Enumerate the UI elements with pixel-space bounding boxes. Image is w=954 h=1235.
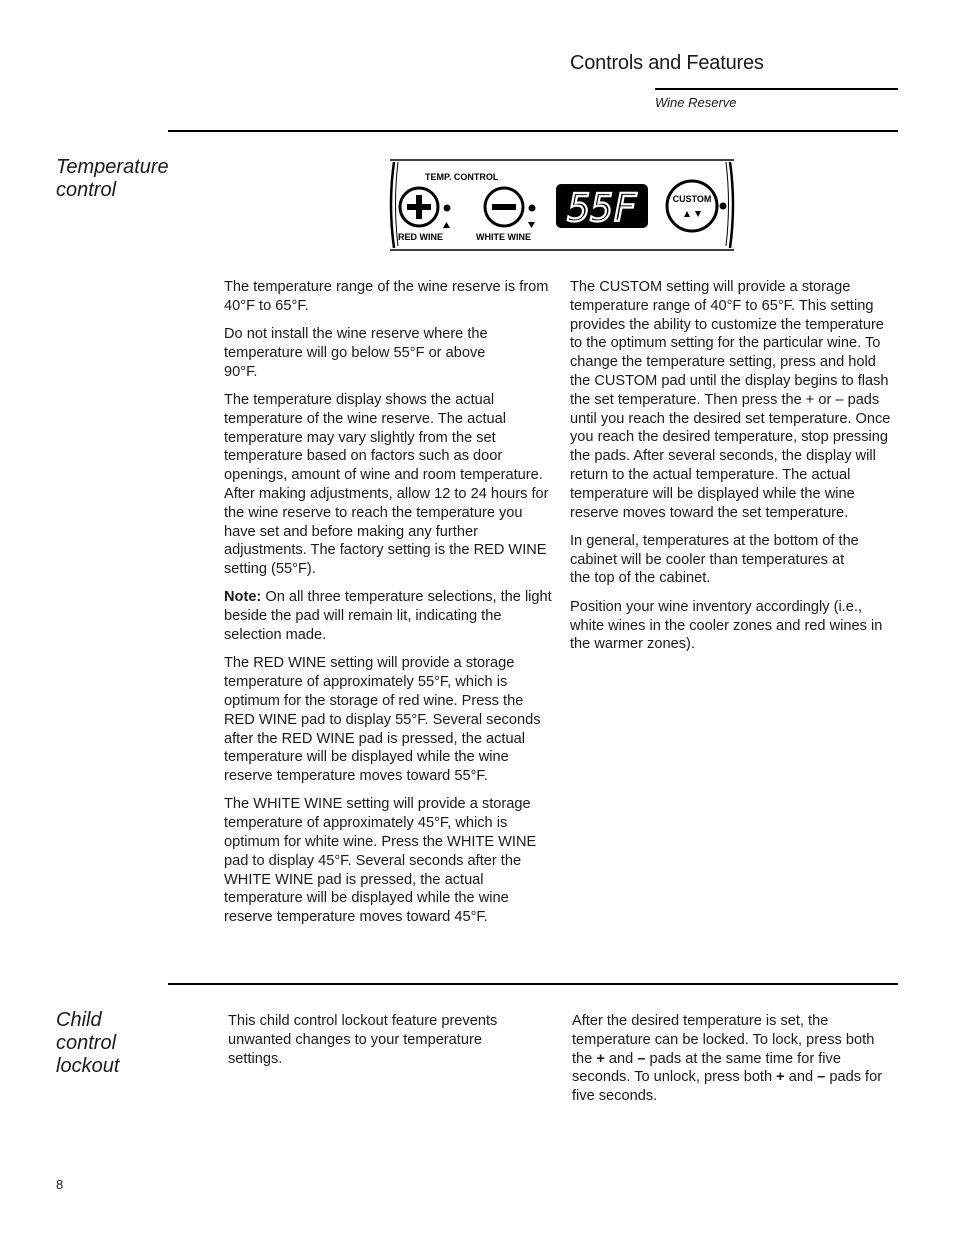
down-arrow-icon	[528, 222, 535, 228]
red-wine-indicator-light	[444, 205, 451, 212]
plus-symbol: +	[776, 1069, 785, 1086]
note-label: Note:	[224, 589, 262, 606]
paragraph: The temperature range of the wine reserve is from 40°F to 65°F.	[224, 279, 549, 314]
paragraph	[572, 1012, 888, 1106]
paragraph: The temperature display shows the actual temperature of the wine reserve. The actual temperature may vary slightly from the set temperature based on factors such as door openings, amount of wine and room temperature. After making adjustments, allow 12 to 24 hours for the wine reserve to reach the temperature you have set and before making any further adjustments. The factory setting is the RED WINE setting (55°F).	[224, 391, 549, 578]
child-lockout-section-title	[56, 1009, 119, 1078]
minus-symbol: –	[817, 1069, 826, 1086]
paragraph: In general, temperatures at the bottom of the cabinet will be cooler than temperatures at the top of the cabinet.	[570, 532, 859, 587]
red-wine-label: RED WINE	[398, 232, 443, 242]
header-rule	[655, 88, 898, 90]
header-subtitle: Wine Reserve	[655, 95, 737, 110]
text-span: After the desired temperature is set, the temperature can be locked. To lock, press both the	[572, 1013, 875, 1067]
section-divider-top	[168, 130, 898, 132]
title-line: Temperature	[56, 156, 169, 178]
title-line: lockout	[56, 1055, 120, 1077]
plus-button[interactable]	[400, 188, 438, 226]
section-divider-bottom	[168, 983, 898, 985]
minus-button[interactable]	[485, 188, 523, 226]
paragraph: Do not install the wine reserve where the temperature will go below 55°F or above 90°F.	[224, 326, 488, 380]
header-title: Controls and Features	[570, 52, 764, 74]
child-lockout-right-column	[572, 1012, 888, 1115]
temp-control-label: TEMP. CONTROL	[425, 172, 499, 182]
title-line: control	[56, 179, 117, 201]
text-span: pads for five seconds.	[572, 1069, 883, 1105]
temperature-section-title	[56, 156, 169, 202]
text-span: pads at the same time for five seconds. To unlock, press both	[572, 1050, 841, 1086]
note-text: On all three temperature selections, the light beside the pad will remain lit, indicating the selection made.	[224, 589, 552, 644]
plus-symbol: +	[596, 1050, 605, 1067]
white-wine-indicator-light	[529, 205, 536, 212]
child-lockout-left-column	[228, 1012, 538, 1078]
temperature-left-column	[224, 278, 554, 937]
custom-indicator-light	[720, 203, 727, 210]
title-line: Child	[56, 1009, 102, 1031]
text-span: and	[604, 1050, 638, 1067]
text-span: and	[784, 1069, 818, 1086]
display-value: 55F	[567, 186, 637, 230]
custom-label: CUSTOM	[672, 194, 712, 204]
up-arrow-icon	[443, 222, 450, 228]
paragraph: The RED WINE setting will provide a storage temperature of approximately 55°F, which is optimum for the storage of red wine. Press the RED WINE pad to display 55°F. Several seconds after the RED WINE pad is pressed, the actual temperature will be displayed while the wine reserve temperature moves toward 55°F.	[224, 655, 541, 785]
note-paragraph	[224, 588, 554, 644]
temperature-right-column	[570, 278, 892, 664]
paragraph: Position your wine inventory accordingly (i.e., white wines in the cooler zones and red wines in the warmer zones).	[570, 598, 883, 653]
paragraph: The WHITE WINE setting will provide a storage temperature of approximately 45°F, which is optimum for white wine. Press the WHITE WINE pad to display 45°F. Several seconds after the WHITE WINE pad is pressed, the actual temperature will be displayed while the wine reserve temperature moves toward 45°F.	[224, 796, 537, 926]
page-number: 8	[56, 1177, 64, 1192]
temperature-control-panel	[386, 156, 738, 254]
paragraph: This child control lockout feature prevents unwanted changes to your temperature settings.	[228, 1013, 498, 1067]
minus-symbol: –	[637, 1050, 646, 1067]
paragraph: The CUSTOM setting will provide a storage temperature range of 40°F to 65°F. This setting provides the ability to customize the temperature to the optimum setting for the particular wine. To change the temperature setting, press and hold the CUSTOM pad until the display begins to flash the set temperature. Then press the + or – pads until you reach the desired set temperature. Once you reach the desired temperature, stop pressing the pads. After several seconds, the display will return to the actual temperature. The actual temperature will be displayed while the wine reserve moves toward the set temperature.	[570, 279, 891, 521]
title-line: control	[56, 1032, 117, 1054]
custom-button[interactable]	[667, 181, 717, 231]
white-wine-label: WHITE WINE	[476, 232, 531, 242]
